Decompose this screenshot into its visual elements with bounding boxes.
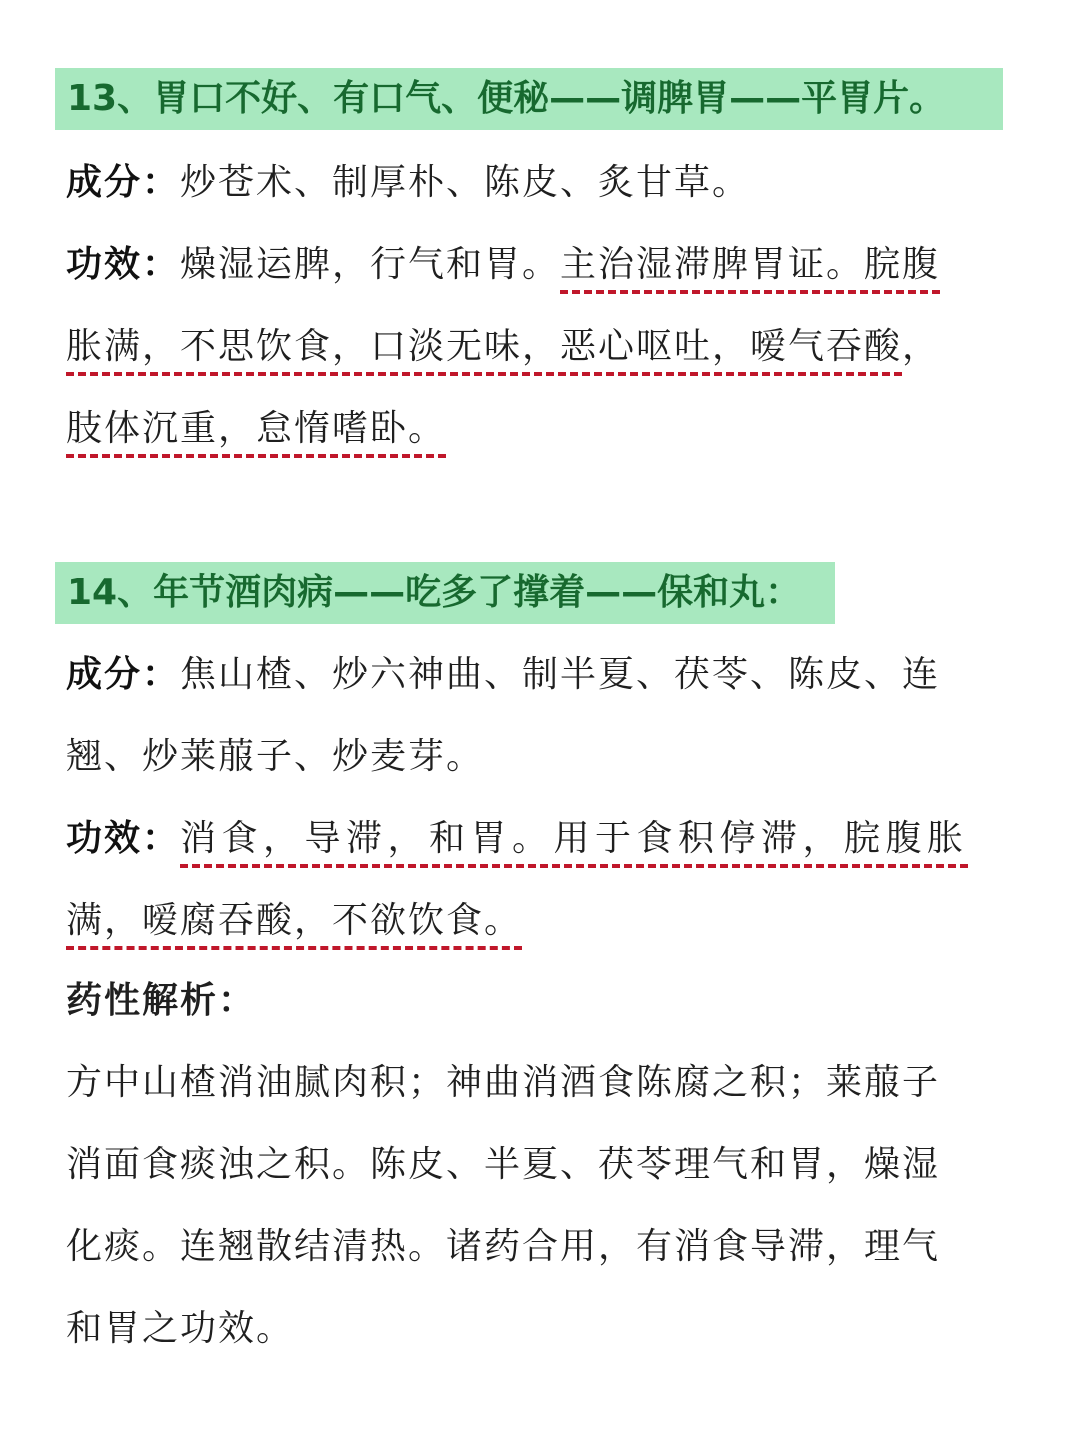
section-13-efficacy-line-2 xyxy=(66,322,940,372)
efficacy-text: ， xyxy=(902,326,941,367)
analysis-line-2: 消面食痰浊之积。陈皮、半夏、茯苓理气和胃，燥湿 xyxy=(66,1144,941,1185)
section-13-heading: 13、胃口不好、有口气、便秘——调脾胃——平胃片。 xyxy=(55,68,1003,130)
section-14-heading: 14、年节酒肉病——吃多了撑着——保和丸： xyxy=(55,562,835,624)
efficacy-label: 功效： xyxy=(66,244,181,285)
section-14-ingredients-line-2 xyxy=(66,732,484,782)
ingredients-label: 成分： xyxy=(66,654,181,695)
ingredients-text: 焦山楂、炒六神曲、制半夏、茯苓、陈皮、连 xyxy=(180,654,941,695)
analysis-label: 药性解析： xyxy=(66,980,257,1021)
ingredients-text: 翘、炒莱菔子、炒麦芽。 xyxy=(66,736,485,777)
efficacy-underlined-text: 肢体沉重，怠惰嗜卧。 xyxy=(66,408,447,449)
ingredients-label: 成分： xyxy=(66,162,181,203)
efficacy-underlined-text: 胀满，不思饮食，口淡无味，恶心呕吐，嗳气吞酸 xyxy=(66,326,903,367)
section-14-efficacy-line-2 xyxy=(66,896,522,946)
efficacy-underlined-text: 主治湿滞脾胃证。脘腹 xyxy=(560,244,941,285)
analysis-line-3: 化痰。连翘散结清热。诸药合用，有消食导滞，理气 xyxy=(66,1226,941,1267)
efficacy-label: 功效： xyxy=(66,818,181,859)
efficacy-text: 燥湿运脾，行气和胃。 xyxy=(180,244,561,285)
section-13-efficacy-line-1 xyxy=(66,240,940,290)
section-14-efficacy-line-1 xyxy=(66,814,969,864)
analysis-line-1: 方中山楂消油腻肉积；神曲消酒食陈腐之积；莱菔子 xyxy=(66,1062,941,1103)
efficacy-underlined-text: 满，嗳腐吞酸，不欲饮食。 xyxy=(66,900,523,941)
section-14-ingredients-line-1 xyxy=(66,650,940,700)
section-13-efficacy-line-3 xyxy=(66,404,446,454)
analysis-line-4: 和胃之功效。 xyxy=(66,1308,295,1349)
efficacy-underlined-text: 消食，导滞，和胃。用于食积停滞，脘腹胀 xyxy=(180,818,969,859)
section-13-ingredients xyxy=(66,158,750,208)
ingredients-text: 炒苍术、制厚朴、陈皮、炙甘草。 xyxy=(180,162,751,203)
